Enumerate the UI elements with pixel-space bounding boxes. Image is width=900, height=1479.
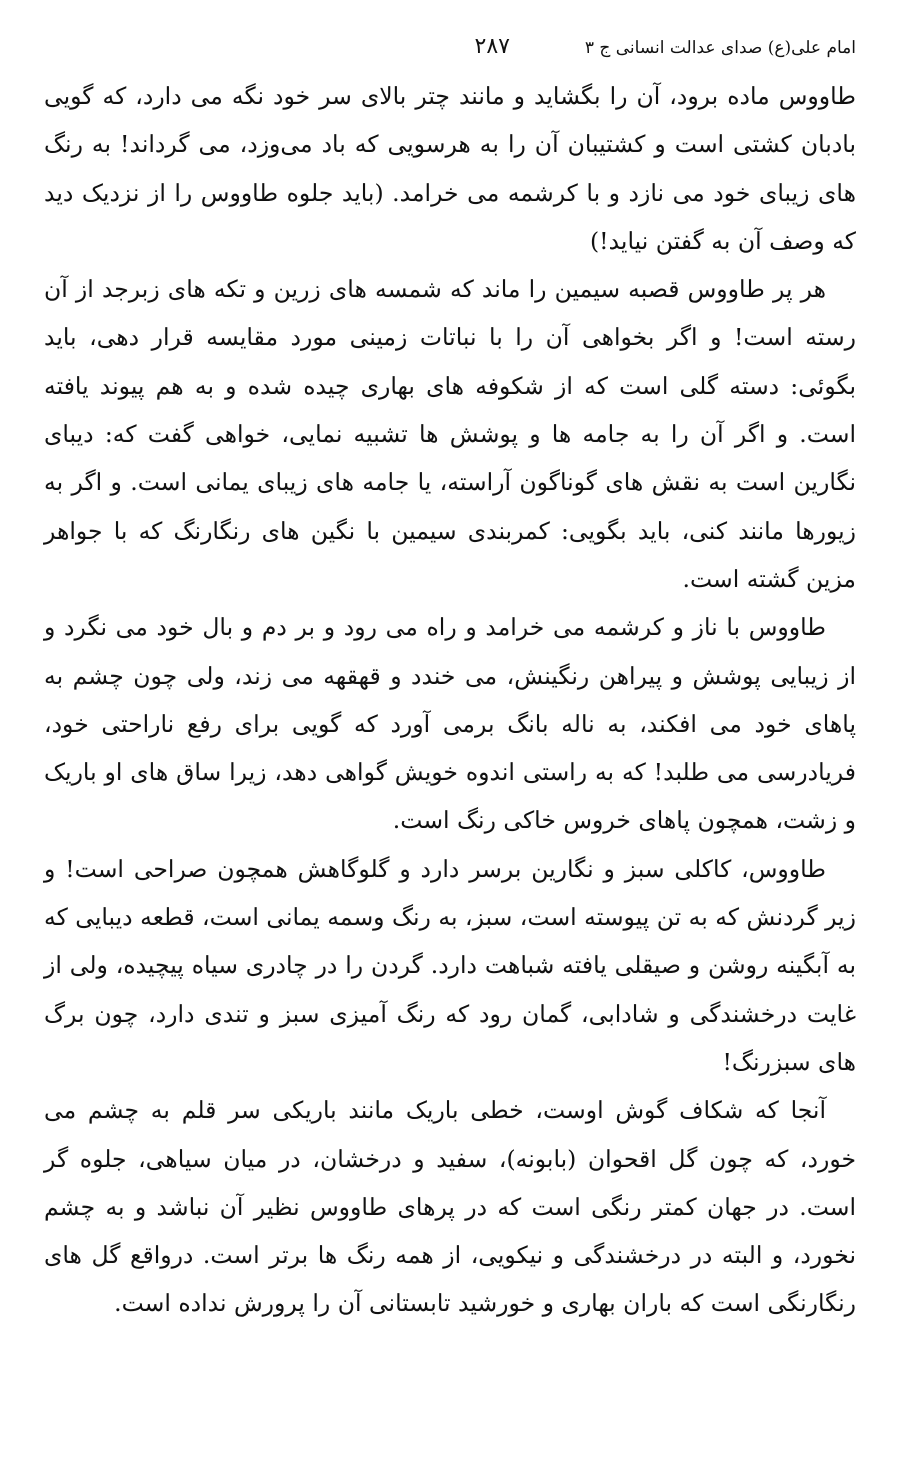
paragraph: طاووس، کاکلی سبز و نگارین برسر دارد و گلوگاهش همچون صراحی است! و زیر گردنش که به تن پیوسته است، سبز، به رنگ وسمه یمانی است، قطعه دیبایی که به آبگینه روشن و صیقلی یافته شباهت دارد. گردن را در چادری سیاه پیچیده، ولی از غایت درخشندگی و شادابی، گمان رود که رنگ آمیزی سبز و تندی دارد، چون برگ های سبزرنگ! [44,854,856,1076]
paragraph: طاووس با ناز و کرشمه می خرامد و راه می رود و بر دم و بال خود می نگرد و از زیبایی پوشش و پیراهن رنگینش، می خندد و قهقهه می زند، ولی چون چشم به پاهای خود می افکند، به ناله بانگ برمی آورد که گویی برای رفع ناراحتی خود، فریادرسی می طلبد! که به راستی اندوه خویش گواهی دهد، زیرا ساق های او باریک و زشت، همچون پاهای خروس خاکی رنگ است. [44,613,856,835]
body-text [44,72,856,1328]
page-number: ۲۸۷ [474,34,510,59]
running-title: امام علی(ع) صدای عدالت انسانی ج ۳ [584,38,856,58]
paragraph: آنجا که شکاف گوش اوست، خطی باریک مانند باریکی سر قلم به چشم می خورد، که چون گل اقحوان (بابونه)، سفید و درخشان، در میان سیاهی، جلوه گر است. در جهان کمتر رنگی است که در پرهای طاووس نظیر آن نباشد و به چشم نخورد، و البته در درخشندگی و نیکویی، از همه رنگ ها برتر است. درواقع گل های رنگارنگی است که باران بهاری و خورشید تابستانی آن را پرورش نداده است. [44,1096,856,1318]
paragraph: هر پر طاووس قصبه سیمین را ماند که شمسه های زرین و تکه های زبرجد از آن رسته است! و اگر بخواهی آن را با نباتات زمینی مورد مقایسه قرار دهی، باید بگوئی: دسته گلی است که از شکوفه های بهاری چیده شده و به هم پیوند یافته است. و اگر آن را به جامه ها و پوشش ها تشبیه نمایی، خواهی گفت که: دیبای نگارین است به نقش های گوناگون آراسته، یا جامه های زیبای یمانی است. و اگر به زیورها مانند کنی، باید بگویی: کمربندی سیمین با نگین های رنگارنگ که با جواهر مزین گشته است. [44,275,856,593]
paragraph: طاووس ماده برود، آن را بگشاید و مانند چتر بالای سر خود نگه می دارد، که گویی بادبان کشتی است و کشتیبان آن را به هرسویی که باد می‌وزد، می گرداند! به رنگ های زیبای خود می نازد و با کرشمه می خرامد. (باید جلوه طاووس را از نزدیک دید که وصف آن به گفتن نیاید!) [44,82,856,255]
book-page [44,30,856,1328]
page-header [44,30,856,72]
